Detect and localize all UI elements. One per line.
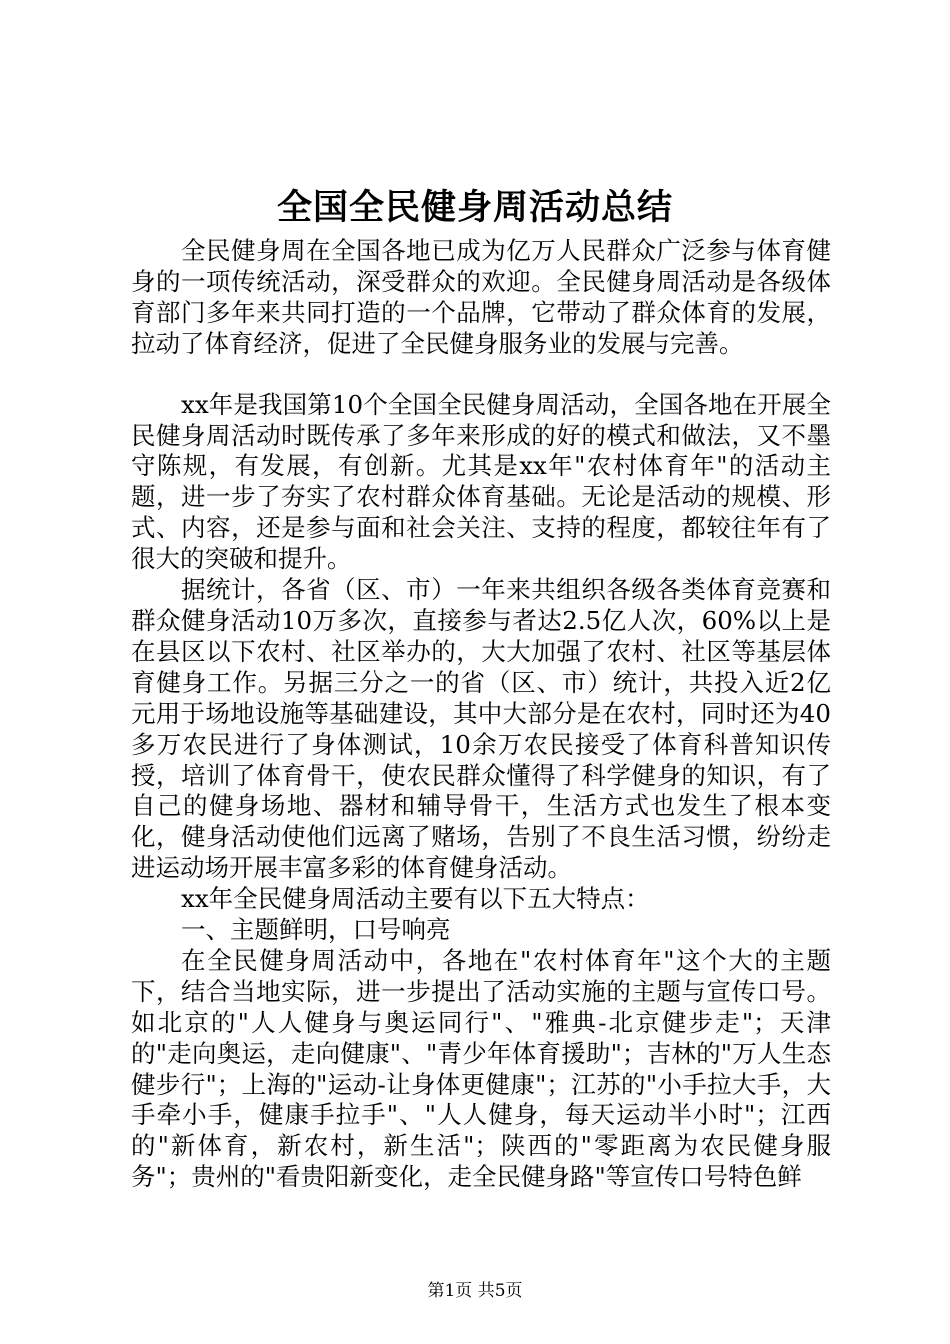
section-heading-1: 一、主题鲜明，口号响亮 xyxy=(181,915,451,945)
paragraph-features-intro: xx年全民健身周活动主要有以下五大特点： xyxy=(181,884,650,914)
paragraph-slogans: 在全民健身周活动中，各地在"农村体育年"这个大的主题下，结合当地实际，进一步提出了活动实施的主题与宣传口号。如北京的"人人健身与奥运同行"、"雅典-北京健步走"；天津的"走向奥运，走向健康"、"青少年体育援助"；吉林的"万人生态健步行"；上海的"运动-让身体更健康"；江苏的"小手拉大手，大手牵小手，健康手拉手"、"人人健身，每天运动半小时"；江西的"新体育，新农村，新生活"；陕西的"零距离为农民健身服务"；贵州的"看贵阳新变化，走全民健身路"等宣传口号特色鲜 xyxy=(131,945,831,1192)
paragraph-statistics: 据统计，各省（区、市）一年来共组织各级各类体育竞赛和群众健身活动10万多次，直接参与者达2.5亿人次，60%以上是在县区以下农村、社区举办的，大大加强了农村、社区等基层体育健身工作。另据三分之一的省（区、市）统计，共投入近2亿元用于场地设施等基础建设，其中大部分是在农村，同时还为40多万农民进行了身体测试，10余万农民接受了体育科普知识传授，培训了体育骨干，使农民群众懂得了科学健身的知识，有了自己的健身场地、器材和辅导骨干，生活方式也发生了根本变化，健身活动使他们远离了赌场，告别了不良生活习惯，纷纷走进运动场开展丰富多彩的体育健身活动。 xyxy=(131,575,831,883)
page-footer: 第1页 共5页 xyxy=(427,1281,523,1301)
paragraph-intro: 全民健身周在全国各地已成为亿万人民群众广泛参与体育健身的一项传统活动，深受群众的欢迎。全民健身周活动是各级体育部门多年来共同打造的一个品牌，它带动了群众体育的发展，拉动了体育经济，促进了全民健身服务业的发展与完善。 xyxy=(131,236,831,358)
document-body xyxy=(131,236,831,1193)
document-title: 全国全民健身周活动总结 xyxy=(276,187,673,228)
paragraph-week-overview: xx年是我国第10个全国全民健身周活动，全国各地在开展全民健身周活动时既传承了多年来形成的好的模式和做法，又不墨守陈规，有发展，有创新。尤其是xx年"农村体育年"的活动主题，进一步了夯实了农村群众体育基础。无论是活动的规模、形式、内容，还是参与面和社会关注、支持的程度，都较往年有了很大的突破和提升。 xyxy=(131,389,831,574)
